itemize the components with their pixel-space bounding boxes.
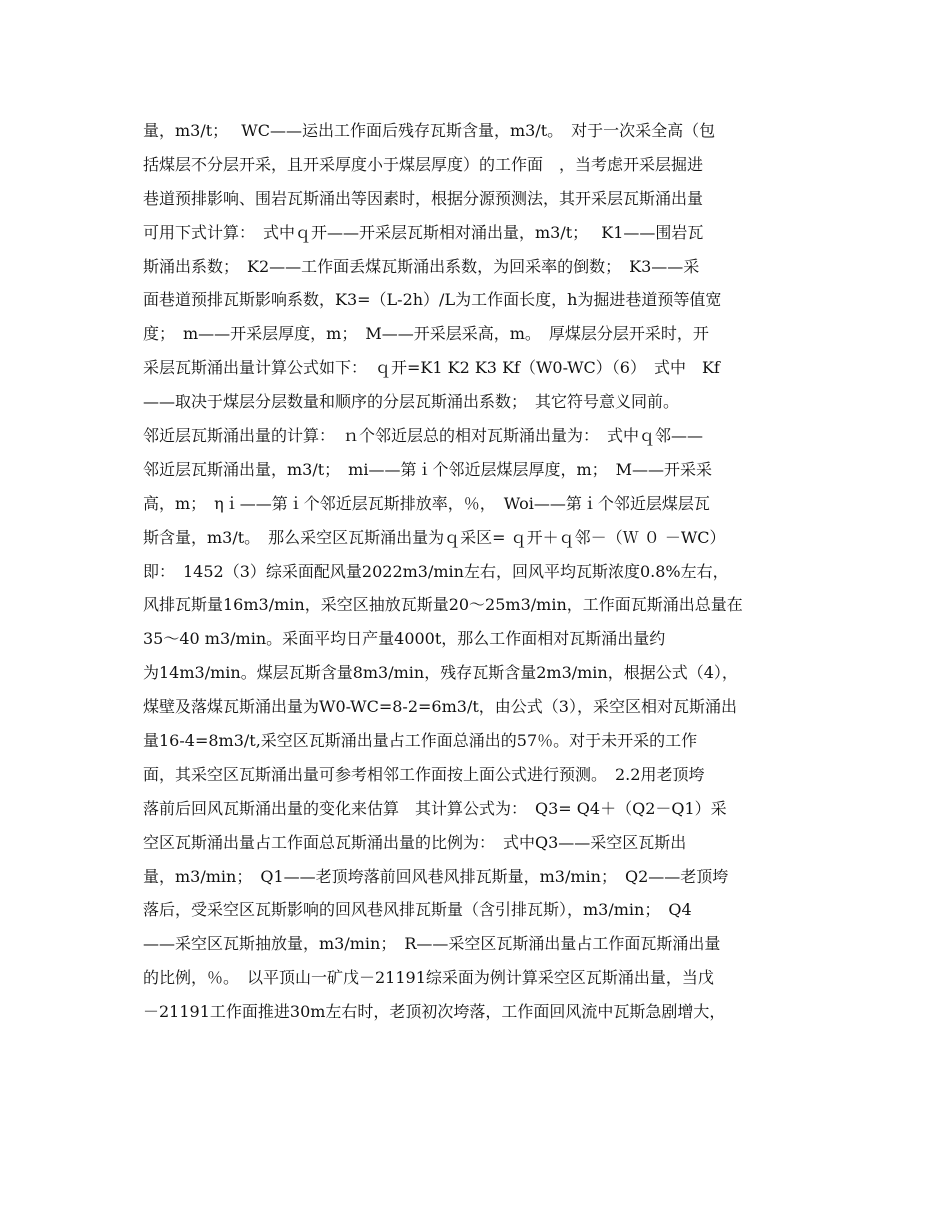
text-line: 为14m3/min。煤层瓦斯含量8m3/min，残存瓦斯含量2m3/min，根据公式（4）， bbox=[143, 663, 738, 683]
text-line: 落后，受采空区瓦斯影响的回风巷风排瓦斯量（含引排瓦斯），m3/min； Q4 bbox=[143, 900, 692, 920]
text-line: 邻近层瓦斯涌出量的计算： ｎ个邻近层总的相对瓦斯涌出量为： 式中ｑ邻—— bbox=[143, 426, 704, 446]
text-line: 35～40 m3/min。采面平均日产量4000t，那么工作面相对瓦斯涌出量约 bbox=[143, 629, 666, 649]
text-line: 空区瓦斯涌出量占工作面总瓦斯涌出量的比例为： 式中Q3——采空区瓦斯出 bbox=[143, 832, 687, 852]
text-line: 量16-4=8m3/t,采空区瓦斯涌出量占工作面总涌出的57％。对于未开采的工作 bbox=[143, 731, 698, 751]
text-line: 采层瓦斯涌出量计算公式如下： ｑ开=K1 K2 K3 Kf（W0-WC）（6） 式中 Kf bbox=[143, 358, 720, 378]
text-line: ——取决于煤层分层数量和顺序的分层瓦斯涌出系数； 其它符号意义同前。 bbox=[143, 392, 680, 412]
text-line: 量，m3/min； Q1——老顶垮落前回风巷风排瓦斯量，m3/min； Q2——老顶垮 bbox=[143, 866, 729, 886]
text-line: 斯涌出系数； K2——工作面丢煤瓦斯涌出系数，为回采率的倒数； K3——采 bbox=[143, 256, 700, 276]
text-line: 邻近层瓦斯涌出量，m3/t； mi——第ｉ个邻近层煤层厚度，m； M——开采采 bbox=[143, 459, 713, 479]
text-line: 风排瓦斯量16m3/min，采空区抽放瓦斯量20～25m3/min，工作面瓦斯涌出总量在 bbox=[143, 595, 743, 615]
text-line: ——采空区瓦斯抽放量，m3/min； R——采空区瓦斯涌出量占工作面瓦斯涌出量 bbox=[143, 934, 721, 954]
text-line: 面巷道预排瓦斯影响系数，K3=（L-2h）/L为工作面长度，h为掘进巷道预等值宽 bbox=[143, 290, 722, 310]
text-line: 面，其采空区瓦斯涌出量可参考相邻工作面按上面公式进行预测。 2.2用老顶垮 bbox=[143, 764, 705, 784]
text-line: 的比例，％。 以平顶山一矿戊－21191综采面为例计算采空区瓦斯涌出量，当戊 bbox=[143, 968, 714, 988]
text-line: 巷道预排影响、围岩瓦斯涌出等因素时，根据分源预测法，其开采层瓦斯涌出量 bbox=[143, 188, 704, 208]
text-line: 度； m——开采层厚度，m； M——开采层采高，m。 厚煤层分层开采时，开 bbox=[143, 324, 709, 344]
text-line: 即： 1452（3）综采面配风量2022m3/min左右，回风平均瓦斯浓度0.8%左右， bbox=[143, 561, 729, 581]
text-line: 高，m； ηｉ——第ｉ个邻近层瓦斯排放率，％， Woi——第ｉ个邻近层煤层瓦 bbox=[143, 493, 710, 513]
text-line: 可用下式计算： 式中ｑ开——开采层瓦斯相对涌出量，m3/t； K1——围岩瓦 bbox=[143, 222, 704, 242]
text-line: 量，m3/t； WC——运出工作面后残存瓦斯含量，m3/t。 对于一次采全高（包 bbox=[143, 121, 716, 140]
text-line: 斯含量，m3/t。 那么采空区瓦斯涌出量为ｑ采区= ｑ开＋ｑ邻－（Ｗ ０ －WC） bbox=[143, 527, 726, 547]
text-line: 括煤层不分层开采，且开采厚度小于煤层厚度）的工作面 ，当考虑开采层掘进 bbox=[143, 154, 704, 174]
body-text bbox=[143, 114, 808, 1029]
text-line: 落前后回风瓦斯涌出量的变化来估算 其计算公式为： Q3= Q4＋（Q2－Q1）采 bbox=[143, 798, 727, 818]
text-line: －21191工作面推进30m左右时，老顶初次垮落，工作面回风流中瓦斯急剧增大， bbox=[143, 1002, 726, 1022]
text-line: 煤壁及落煤瓦斯涌出量为W0-WC=8-2=6m3/t，由公式（3），采空区相对瓦斯涌出 bbox=[143, 697, 737, 717]
